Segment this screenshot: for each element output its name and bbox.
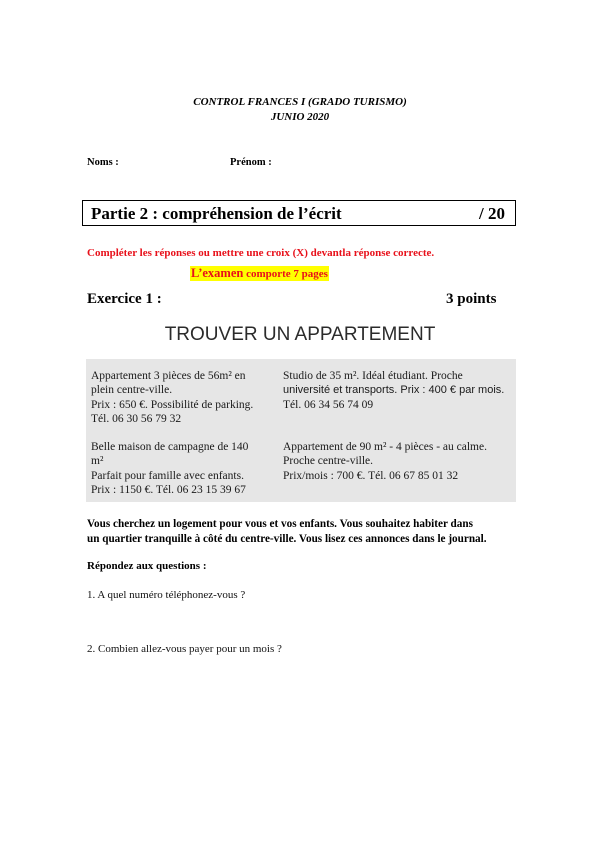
section-box: [82, 200, 516, 226]
instruction-text: Compléter les réponses ou mettre une croix (X) devantla réponse correcte.: [87, 247, 435, 259]
context-line: un quartier tranquille à côté du centre-ville. Vous lisez ces annonces dans le journal.: [87, 533, 487, 545]
ad-3-line: Parfait pour famille avec enfants.: [91, 469, 244, 482]
ad-1: [91, 369, 253, 426]
ad-1-line: Tél. 06 30 56 79 32: [91, 412, 182, 425]
ads-panel: [86, 359, 516, 502]
ad-3-line: Belle maison de campagne de 140: [91, 441, 249, 453]
exercise-points: 3 points: [446, 291, 497, 307]
context-paragraph: [87, 517, 517, 547]
exam-note-rest: comporte 7 pages: [243, 268, 328, 280]
ad-3: [91, 440, 248, 497]
exercise-title: Exercice 1 :: [87, 291, 162, 307]
answer-heading: Répondez aux questions :: [87, 560, 207, 572]
context-line: Vous cherchez un logement pour vous et vos enfants. Vous souhaitez habiter dans: [87, 518, 473, 530]
ad-2-line: université et transports. Prix : 400 € par mois.: [283, 384, 505, 397]
ad-4: [283, 440, 487, 483]
ad-1-line: Appartement 3 pièces de 56m² en: [91, 370, 246, 382]
section-title: Partie 2 : compréhension de l’écrit: [91, 204, 342, 223]
noms-label: Noms :: [87, 157, 119, 168]
document-title: CONTROL FRANCES I (GRADO TURISMO): [193, 96, 407, 108]
ad-1-line: Prix : 650 €. Possibilité de parking.: [91, 398, 254, 411]
document-date: JUNIO 2020: [270, 111, 330, 123]
section-score: / 20: [479, 204, 505, 223]
ad-4-line: Proche centre-ville.: [283, 455, 374, 468]
exam-note-word: L’examen: [191, 266, 244, 280]
ad-2: [283, 369, 504, 412]
prenom-label: Prénom :: [230, 157, 272, 168]
ad-2-line: Studio de 35 m². Idéal étudiant. Proche: [283, 370, 463, 382]
question-2: 2. Combien allez-vous payer pour un mois ?: [87, 643, 282, 655]
exam-note: [190, 266, 329, 281]
question-1: 1. A quel numéro téléphonez-vous ?: [87, 589, 246, 601]
ads-title: TROUVER UN APPARTEMENT: [164, 324, 436, 345]
ad-2-line: Tél. 06 34 56 74 09: [283, 398, 374, 411]
ad-3-line: Prix : 1150 €. Tél. 06 23 15 39 67: [91, 483, 246, 496]
ad-1-line: plein centre-ville.: [91, 384, 173, 397]
ad-3-line: m²: [91, 455, 104, 468]
ad-4-line: Prix/mois : 700 €. Tél. 06 67 85 01 32: [283, 469, 459, 482]
ad-4-line: Appartement de 90 m² - 4 pièces - au calme.: [283, 441, 487, 453]
